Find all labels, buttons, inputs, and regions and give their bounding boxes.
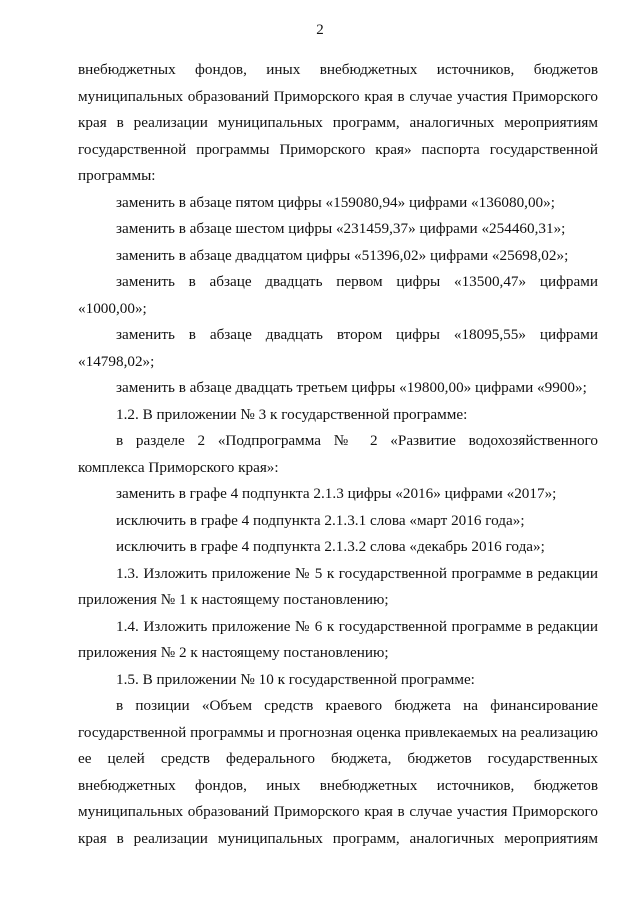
text-line: муниципальных образований Приморского края в случае участия Приморского <box>78 87 598 105</box>
page-number: 2 <box>316 22 324 38</box>
text-line: 1.2. В приложении № 3 к государственной программе: <box>116 405 468 423</box>
text-line: в разделе 2 «Подпрограмма № 2 «Развитие водохозяйственного <box>116 432 598 449</box>
text-line: заменить в абзаце пятом цифры «159080,94» цифрами «136080,00»; <box>116 193 555 211</box>
text-line: 1.5. В приложении № 10 к государственной программе: <box>116 670 475 688</box>
text-line: заменить в абзаце двадцать третьем цифры «19800,00» цифрами «9900»; <box>116 379 587 396</box>
text-line: государственной программы и прогнозная оценка привлекаемых на реализацию <box>78 723 598 741</box>
text-line: программы: <box>78 167 156 184</box>
text-line: исключить в графе 4 подпункта 2.1.3.2 слова «декабрь 2016 года»; <box>116 538 545 555</box>
text-line: исключить в графе 4 подпункта 2.1.3.1 слова «март 2016 года»; <box>116 511 525 529</box>
text-line: края в реализации муниципальных программ, аналогичных мероприятиям <box>78 114 598 131</box>
text-line: внебюджетных фондов, иных внебюджетных источников, бюджетов <box>78 61 598 78</box>
text-line: 1.4. Изложить приложение № 6 к государственной программе в редакции <box>116 617 598 635</box>
text-line: края в реализации муниципальных программ, аналогичных мероприятиям <box>78 829 598 847</box>
text-line: 1.3. Изложить приложение № 5 к государственной программе в редакции <box>116 564 598 582</box>
text-line: приложения № 1 к настоящему постановлению; <box>78 591 389 608</box>
text-line: заменить в абзаце двадцать втором цифры «18095,55» цифрами <box>116 326 598 343</box>
text-line: «1000,00»; <box>78 299 147 317</box>
text-line: в позиции «Объем средств краевого бюджета на финансирование <box>116 697 598 714</box>
text-line: государственной программы Приморского края» паспорта государственной <box>78 140 598 158</box>
document-body <box>78 57 598 852</box>
text-line: заменить в абзаце двадцатом цифры «51396,02» цифрами «25698,02»; <box>116 246 569 264</box>
text-line: муниципальных образований Приморского края в случае участия Приморского <box>78 803 598 820</box>
text-line: заменить в абзаце шестом цифры «231459,37» цифрами «254460,31»; <box>116 220 566 237</box>
text-line: заменить в абзаце двадцать первом цифры «13500,47» цифрами <box>116 273 598 290</box>
text-line: внебюджетных фондов, иных внебюджетных источников, бюджетов <box>78 776 598 794</box>
text-line: приложения № 2 к настоящему постановлению; <box>78 644 389 661</box>
text-line: ее целей средств федерального бюджета, бюджетов государственных <box>78 750 598 767</box>
text-line: заменить в графе 4 подпункта 2.1.3 цифры «2016» цифрами «2017»; <box>116 485 557 502</box>
text-line: комплекса Приморского края»: <box>78 458 279 476</box>
text-line: «14798,02»; <box>78 352 155 370</box>
